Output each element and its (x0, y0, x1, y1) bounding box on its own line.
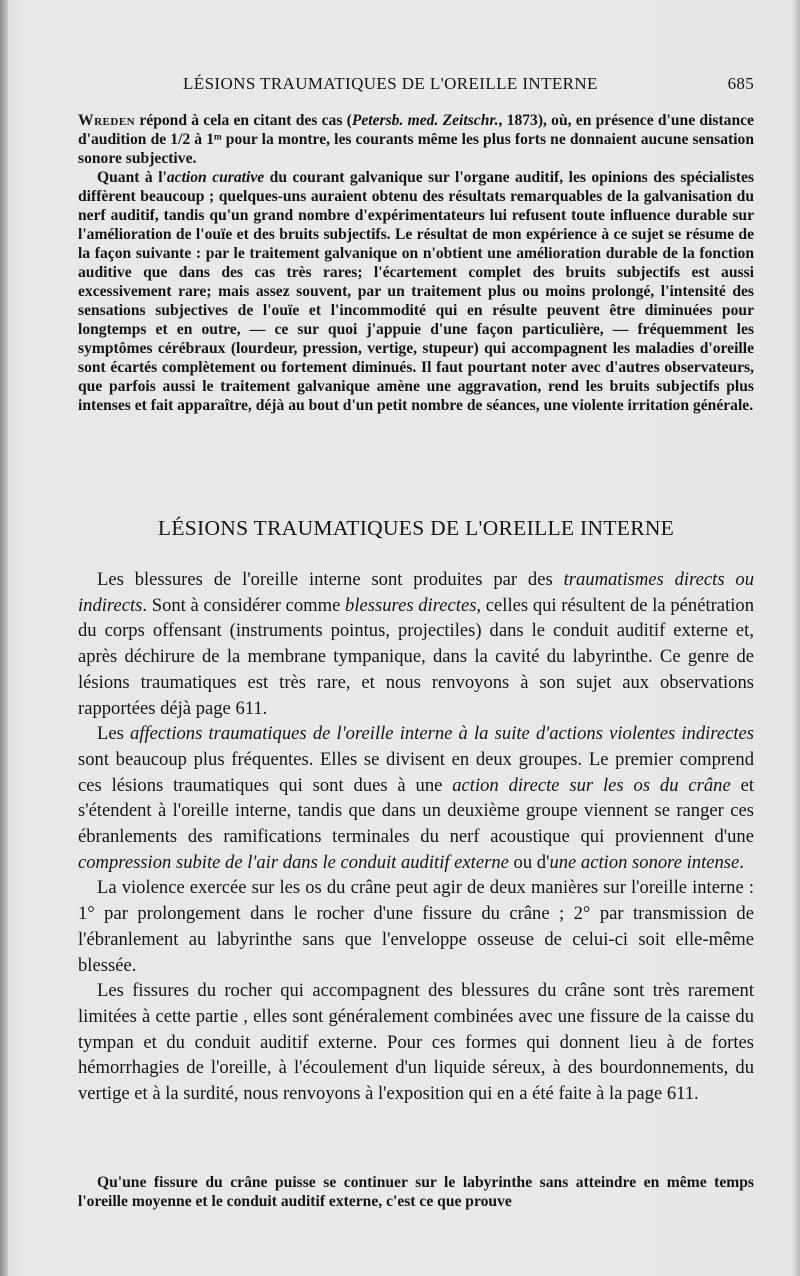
page-number: 685 (727, 74, 754, 93)
running-header-title: LÉSIONS TRAUMATIQUES DE L'OREILLE INTERNE (183, 74, 598, 93)
author-name: Wreden (78, 112, 136, 129)
paragraph-action-curative: Quant à l'action curative du courant galvanique sur l'organe auditif, les opinions des spécialistes diffèrent beaucoup ; quelques-uns auraient obtenu des résultats remarquables de la galvanisation du nerf auditif, tandis qu'un grand nombre d'expérimentateurs lui refusent toute influence durable sur l'amélioration de l'ouïe et des bruits subjectifs. Le résultat de mon expérience à ce sujet se résume de la façon suivante : par le traitement galvanique on n'obtient une amélioration durable de la fonction auditive que dans des cas très rares; l'écartement complet des bruits subjectifs est aussi excessivement rare; mais assez souvent, par un traitement plus ou moins prolongé, l'intensité des sensations subjectives de l'ouïe et l'incommodité qui en résulte peuvent être diminuées pour longtemps et en outre, — ce sur quoi j'appuie d'une façon particulière, — fréquemment les symptômes cérébraux (lourdeur, pression, vertige, stupeur) qui accompagnent les maladies d'oreille sont écartés complètement ou fortement diminués. Il faut pourtant noter avec d'autres observateurs, que parfois aussi le traitement galvanique amène une aggravation, rend les bruits subjectifs plus intenses et fait apparaître, déjà au bout d'un petit nombre de séances, une violente irritation générale. (78, 169, 754, 414)
paragraph-wreden: Wreden répond à cela en citant des cas (Petersb. med. Zeitschr., 1873), où, en présence d'une distance d'audition de 1/2 à 1ᵐ pour la montre, les courants même les plus forts ne donnaient aucune sensation sonore subjective. (78, 112, 754, 167)
paragraph-fissures: Les fissures du rocher qui accompagnent des blessures du crâne sont très rarement limitées à cette partie , elles sont généralement combinées avec une fissure de la caisse du tympan et du conduit auditif externe. Pour ces formes qui donnent lieu à de fortes hémorrhagies de l'oreille, à l'écoulement d'un liquide séreux, à des bourdonnements, du vertige et à la surdité, nous renvoyons à l'exposition qui en a été faite à la page 611. (78, 980, 754, 1105)
small-print-continuation (78, 1173, 754, 1211)
paragraph-violence: La violence exercée sur les os du crâne peut agir de deux manières sur l'oreille interne : 1° par prolongement dans le rocher d'une fissure du crâne ; 2° par transmission de l'ébranlement au labyrinthe sans que l'enveloppe osseuse de celui-ci soit elle-même blessée. (78, 877, 754, 976)
running-header (78, 74, 754, 98)
small-print-block (78, 111, 754, 415)
section-heading: LÉSIONS TRAUMATIQUES DE L'OREILLE INTERNE (157, 516, 675, 540)
emphasis-action-curative: action curative (166, 169, 265, 186)
paragraph-blessures: Les blessures de l'oreille interne sont produites par des traumatismes directs ou indirects. Sont à considérer comme blessures directes, celles qui résultent de la pénétration du corps offensant (instruments pointus, projectiles) dans le conduit auditif externe et, après déchirure de la membrane tympanique, dans la cavité du labyrinthe. Ce genre de lésions traumatiques est très rare, et nous renvoyons à son sujet aux observations rapportées déjà page 611. (78, 569, 754, 719)
main-text-block (78, 567, 754, 1107)
paragraph-fissure-crane: Qu'une fissure du crâne puisse se continuer sur le labyrinthe sans atteindre en même temps l'oreille moyenne et le conduit auditif externe, c'est ce que prouve (78, 1174, 754, 1210)
paragraph-affections: Les affections traumatiques de l'oreille interne à la suite d'actions violentes indirectes sont beaucoup plus fréquentes. Elles se divisent en deux groupes. Le premier comprend ces lésions traumatiques qui sont dues à une action directe sur les os du crâne et s'étendent à l'oreille interne, tandis que dans un deuxième groupe viennent se ranger ces ébranlements des ramifications terminales du nerf acoustique qui proviennent d'une compression subite de l'air dans le conduit auditif externe ou d'une action sonore intense. (78, 723, 755, 873)
journal-reference: Petersb. med. Zeitschr. (351, 112, 499, 129)
